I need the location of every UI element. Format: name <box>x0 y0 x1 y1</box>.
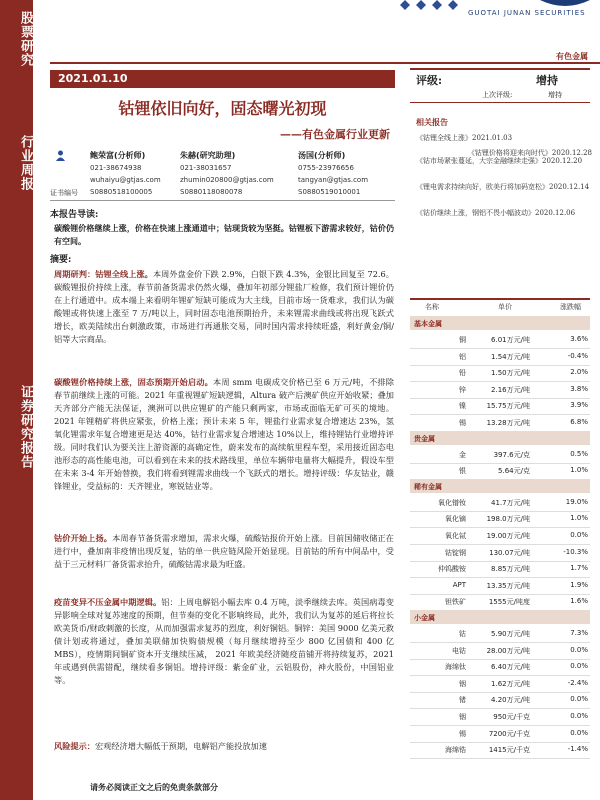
cell-name: 钴 <box>459 630 466 638</box>
summary-paragraph-3 <box>54 532 394 571</box>
analyst-cert: S0880519010001 <box>298 188 361 196</box>
cell-name: 锡 <box>459 729 466 738</box>
company-logo-text: GUOTAI JUNAN SECURITIES <box>468 9 586 17</box>
cell-change: 3.8% <box>570 384 588 393</box>
cell-name: 氧化镝 <box>445 515 466 524</box>
diamond-logo-icon <box>400 0 465 10</box>
cell-name: 金 <box>459 450 466 459</box>
paragraph-text: 本周外盘金价下跌 2.9%，白银下跌 4.3%，金银比回复至 72.6。碳酸锂报价持续上涨，春节前备货需求仍然火爆，叠加年初部分锂盐厂检修，我们预计锂价仍在上行通道中。成本端上来看明年锂矿短缺可能成为大主线，目前市场一货难求，我们认为碳酸锂或将快速上涨至 7 万/吨以上，同时固态电池预期抬升，未来锂需求曲线或将出现飞跃式增长，欧美陆续出台刺激政策，市场进行再通胀交易，同时国内需求持续旺盛，利好黄金/铜/铝等大宗商品。 <box>54 269 394 344</box>
cell-price: 7200元/千克 <box>488 729 530 738</box>
row-divider <box>410 758 590 759</box>
analyst-cert: S0880118080078 <box>180 188 243 196</box>
paragraph-text: 本周 smm 电碳成交价格已至 6 万元/吨，不排除春节前继续上涨的可能。2021 年重视锂矿短缺逻辑，Altura 破产后澳矿供应开始收紧；叠加天齐部分产能无法保证，澳洲可以供应锂矿的产能只剩两家，市场或面临无矿可买的境地。 2021 年锂精矿将供应紧张，价格上涨；预计未来 5 年，锂盐行业需求复合增速达 23%，氢氧化锂需求年复合增速更是达 40%，钴行业需求复合增速达 10%以上，维持锂钴行业增持评级。同时我们认为要关注上游资源的高确定性，蔚来发布的高续航里程车型，采用接近固态电池形态的高性能电池，可以看到在未来的技术路线里，单位车辆带电量将大幅提升，假设车型在未来 3-4 年开始替换，我们将看到锂需求曲线一个飞跃式的增长。增持评级：华友钴业，赣锋锂业，受益标的：天齐锂业，寒锐钴业等。 <box>54 377 394 491</box>
report-date: 2021.01.10 <box>58 72 128 85</box>
analyst-divider <box>50 200 395 201</box>
cell-price: 8.85万元/吨 <box>491 565 530 574</box>
related-report-link[interactable]: 《钴市场紧张蔓延，大宗金融继续走强》2020.12.20 <box>416 157 583 165</box>
table-row <box>410 560 590 577</box>
cell-change: 0.0% <box>570 695 588 704</box>
risk-warning <box>54 740 394 753</box>
analyst-email[interactable]: wuhaiyu@gtjas.com <box>90 176 161 184</box>
table-section-title: 小金属 <box>414 613 435 622</box>
cell-price: 198.0万元/吨 <box>486 515 530 524</box>
table-row <box>410 462 590 479</box>
table-row <box>410 527 590 544</box>
guide-text: 碳酸锂价格继续上涨，价格在快速上涨通道中；钴现货较为坚挺。钴锂板下游需求较好，钴价仍有空间。 <box>54 223 394 246</box>
industry-tag: 有色金属 <box>556 51 588 61</box>
cell-price: 1.54万元/吨 <box>491 352 530 361</box>
table-section-title: 基本金属 <box>414 319 442 328</box>
analyst-3 <box>298 150 368 198</box>
table-row <box>410 708 590 725</box>
cell-change: 0.0% <box>570 662 588 671</box>
cell-price: 1415元/千克 <box>488 746 530 755</box>
cell-change: 1.0% <box>570 514 588 523</box>
cell-name: 锗 <box>459 696 466 705</box>
cell-price: 1555元/吨度 <box>488 598 530 607</box>
cell-name: 电钴 <box>452 646 466 655</box>
table-row <box>410 331 590 348</box>
related-report-link[interactable]: 《锂电需求持续向好，欧美行将加码宽松》2020.12.14 <box>416 183 590 191</box>
sidebar-mid-label: 行业周报 <box>18 135 33 191</box>
cell-name: 氧化铽 <box>445 532 466 540</box>
paragraph-text: 铝：上周电解铝小幅去库 0.4 万吨，淡季继续去库。英国病毒变异影响全球对复苏速度的预期，但节奏的变化不影响终局，此外，我们认为复苏的延后将拉长欧美货币/财政刺激的长度，从而加强需求复苏的烈度，利好铜铝。铜锌：美国 9000 亿美元救债计划或将通过，叠加美联储加快购债规模（每月继续增持至少 800 亿国债和 400 亿 MBS），疫情期间铜矿资本开支继续压减， 2021 年欧美经济随疫苗铺开将持续复苏，2021 年或遇到供需错配，继续看多铜铝。增持评级：紫金矿业，云铝股份，神火股份，中国铝业等。 <box>54 597 394 685</box>
table-row <box>410 510 590 527</box>
table-row <box>410 414 590 431</box>
cell-price: 41.7万元/吨 <box>491 498 530 507</box>
risk-text: 宏观经济增大幅低于预期，电解铝产能投放加速 <box>94 741 267 751</box>
cell-change: -2.4% <box>567 678 588 687</box>
cell-name: 海绵钛 <box>445 663 466 672</box>
table-section-header <box>410 431 590 445</box>
paragraph-lead: 碳酸锂价格持续上涨，固态预期开始启动。 <box>54 377 213 387</box>
analyst-name: 汤国(分析师) <box>298 151 346 160</box>
report-subtitle: ——有色金属行业更新 <box>280 128 390 141</box>
cell-change: 6.8% <box>570 418 588 426</box>
rating-label: 评级: <box>416 74 443 87</box>
cell-name: 镍 <box>459 402 466 411</box>
cell-name: 锌 <box>459 385 466 394</box>
summary-label: 摘要: <box>50 255 72 265</box>
analyst-phone: 021-38031657 <box>180 164 232 172</box>
rating-value: 增持 <box>536 74 558 87</box>
cell-price: 1.50万元/吨 <box>491 369 530 378</box>
cell-change: 1.0% <box>570 466 588 475</box>
footer-disclaimer: 请务必阅读正文之后的免责条款部分 <box>90 782 218 792</box>
col-header-price: 单价 <box>498 303 512 311</box>
table-row <box>410 364 590 381</box>
analyst-2 <box>180 150 274 198</box>
table-section-title: 稀有金属 <box>414 481 442 491</box>
cell-change: 0.0% <box>570 645 588 654</box>
cell-price: 1.62万元/吨 <box>491 679 530 688</box>
summary-paragraph-2 <box>54 376 394 493</box>
analyst-name: 鲍荣富(分析师) <box>90 151 146 160</box>
related-reports-title: 相关报告 <box>416 117 448 127</box>
cell-change: 3.6% <box>570 335 588 343</box>
cell-name: 钽铁矿 <box>445 598 466 607</box>
report-title: 钴锂依旧向好，固态曙光初现 <box>118 99 327 118</box>
cell-name: APT <box>452 580 466 589</box>
cell-price: 6.40万元/吨 <box>491 663 530 672</box>
related-report-link[interactable]: 《钴锂价格将迎来向时代》2020.12.28 <box>467 149 592 157</box>
analyst-cert: S0880518100005 <box>90 188 153 196</box>
table-section-title: 贵金属 <box>414 433 435 443</box>
cell-price: 6.01万元/吨 <box>491 336 530 344</box>
table-row <box>410 397 590 414</box>
cell-change: 0.0% <box>570 712 588 720</box>
analyst-phone: 0755-23976656 <box>298 164 354 172</box>
cell-change: 7.3% <box>570 629 588 637</box>
cell-change: 1.6% <box>570 597 588 606</box>
related-report-link[interactable]: 《钴锂全线上涨》2021.01.03 <box>416 134 513 142</box>
table-row <box>410 658 590 675</box>
cell-price: 28.00万元/吨 <box>486 646 530 655</box>
table-row <box>410 381 590 398</box>
brand-arc-icon <box>540 0 590 9</box>
cell-name: 铟 <box>459 679 466 688</box>
analyst-phone: 021-38674938 <box>90 164 142 172</box>
table-section-header <box>410 610 590 624</box>
cell-name: 铅 <box>459 369 466 378</box>
sidebar-bottom-label: 证券研究报告 <box>18 385 33 469</box>
cert-label: 证书编号 <box>50 189 78 197</box>
risk-label: 风险提示： <box>54 741 95 751</box>
paragraph-lead: 钴价开始上扬。 <box>54 533 113 543</box>
cell-name: 银 <box>459 467 466 476</box>
summary-paragraph-1 <box>54 268 394 346</box>
cell-change: -0.4% <box>567 351 588 360</box>
table-row <box>410 725 590 742</box>
table-row <box>410 691 590 708</box>
cell-change: 0.0% <box>570 728 588 737</box>
cell-name: 铟 <box>459 713 466 721</box>
related-report-link[interactable]: 《钴价继续上涨，钢铝不畏小幅波动》2020.12.06 <box>416 209 576 217</box>
cell-price: 950元/千克 <box>493 713 530 721</box>
cell-price: 397.6元/克 <box>493 450 530 459</box>
table-row <box>410 446 590 463</box>
rating-rule-top <box>410 68 590 70</box>
cell-name: 氧化镨钕 <box>438 498 466 507</box>
cell-change: 0.5% <box>570 449 588 458</box>
cell-price: 13.28万元/吨 <box>486 419 530 427</box>
cell-price: 13.35万元/吨 <box>486 581 530 590</box>
guide-label: 本报告导读: <box>50 210 99 220</box>
table-row <box>410 625 590 642</box>
table-row <box>410 593 590 610</box>
col-header-name: 名称 <box>425 303 439 311</box>
cell-name: 钴锭钢 <box>445 548 466 557</box>
cell-name: 铜 <box>459 336 466 344</box>
cell-change: -1.4% <box>567 745 588 754</box>
cell-price: 2.16万元/吨 <box>491 385 530 394</box>
cell-change: 19.0% <box>565 497 588 506</box>
cell-name: 锡 <box>459 419 466 427</box>
col-header-change: 涨跌幅 <box>560 303 581 311</box>
table-row <box>410 348 590 365</box>
paragraph-lead: 周期研判：钴锂全线上涨。 <box>54 269 153 279</box>
paragraph-text: 本周春节备货需求增加，需求火爆，硫酸钴报价开始上涨。目前国储收储正在进行中，叠加南非疫情出现反复，钴的单一供应链风险开始显现。目前钴的所有中间品中，受益于三元材料厂备货需求抬升，硫酸钴需求最为旺盛。 <box>54 533 394 569</box>
cell-change: 0.0% <box>570 531 588 539</box>
cell-name: 海绵锆 <box>445 746 466 755</box>
cell-price: 19.00万元/吨 <box>486 532 530 540</box>
analyst-1 <box>90 150 161 198</box>
cell-price: 5.90万元/吨 <box>491 630 530 638</box>
previous-rating-value: 增持 <box>548 91 562 99</box>
cell-name: 仲钨酸铵 <box>438 565 466 574</box>
header-rule <box>50 62 600 64</box>
summary-paragraph-4 <box>54 596 394 687</box>
table-row <box>410 675 590 692</box>
table-row <box>410 544 590 561</box>
table-row <box>410 741 590 758</box>
cell-price: 5.64元/克 <box>498 467 530 476</box>
table-row <box>410 494 590 511</box>
previous-rating-label: 上次评级: <box>482 91 513 99</box>
cell-change: -10.3% <box>563 547 588 556</box>
table-row <box>410 577 590 594</box>
table-row <box>410 642 590 659</box>
cell-price: 130.07元/吨 <box>489 548 530 557</box>
cell-price: 15.75万元/吨 <box>486 402 530 411</box>
rating-rule-bottom <box>410 102 590 103</box>
paragraph-lead: 疫苗变异不压金属中期逻辑。 <box>54 597 162 607</box>
analyst-email[interactable]: zhumin020800@gtjas.com <box>180 176 274 184</box>
cell-change: 1.7% <box>570 564 588 573</box>
analyst-email[interactable]: tangyan@gtjas.com <box>298 176 369 184</box>
sidebar-top-label: 股票研究 <box>18 11 33 67</box>
cell-change: 3.9% <box>570 401 588 410</box>
person-icon <box>56 150 65 161</box>
cell-change: 2.0% <box>570 368 588 377</box>
analyst-name: 朱赫(研究助理) <box>180 151 236 160</box>
cell-price: 4.20万元/吨 <box>491 696 530 705</box>
price-table-rule <box>410 298 590 300</box>
cell-name: 铝 <box>459 352 466 361</box>
cell-change: 1.9% <box>570 580 588 589</box>
